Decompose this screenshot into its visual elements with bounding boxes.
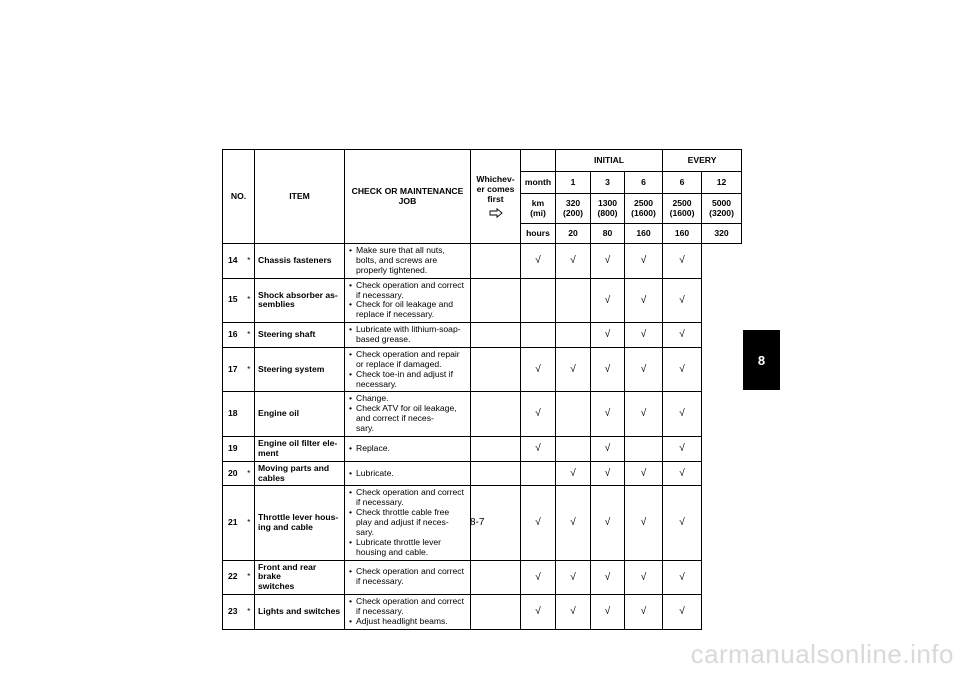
check-mark-icon: √ (663, 323, 702, 348)
row-number: 16 (223, 323, 244, 348)
job-line (349, 350, 467, 370)
bullet-icon: • (349, 403, 353, 414)
row-item: Steering system (255, 347, 345, 392)
check-mark-icon: √ (521, 244, 556, 279)
header-month-cell: 6 (625, 172, 663, 194)
maintenance-schedule-table (222, 149, 742, 630)
table-row (223, 560, 742, 595)
row-star-marker: * (244, 486, 255, 560)
job-text: Check throttle cable free play and adjust if neces- sary. (356, 507, 450, 537)
bullet-icon: • (349, 536, 353, 547)
bullet-icon: • (349, 348, 353, 359)
header-job-line1: CHECK OR MAINTENANCE (351, 185, 464, 196)
row-star-marker (244, 436, 255, 461)
row-number: 22 (223, 560, 244, 595)
row-item: Lights and switches (255, 595, 345, 630)
bullet-icon: • (349, 324, 353, 335)
empty-check-cell (556, 278, 591, 323)
bullet-icon: • (349, 507, 353, 518)
job-text: Check toe-in and adjust if necessary. (356, 368, 453, 389)
header-whichever-text: Whichev- er comes first (476, 174, 515, 204)
row-job (345, 347, 471, 392)
row-whichever-spacer (471, 392, 521, 437)
row-star-marker: * (244, 244, 255, 279)
row-job (345, 461, 471, 486)
period-label-spacer (521, 150, 556, 172)
empty-check-cell (521, 278, 556, 323)
job-line (349, 617, 467, 627)
empty-check-cell (556, 323, 591, 348)
check-mark-icon: √ (521, 436, 556, 461)
check-mark-icon: √ (625, 244, 663, 279)
job-text: Change. (356, 393, 389, 404)
row-whichever-spacer (471, 278, 521, 323)
row-item: Moving parts and cables (255, 461, 345, 486)
job-text: Check ATV for oil leakage, and correct if neces- sary. (356, 403, 457, 433)
row-whichever-spacer (471, 244, 521, 279)
header-every: EVERY (663, 150, 742, 172)
header-job (345, 150, 471, 244)
header-km-cell: 1300 (800) (591, 194, 625, 224)
header-month-cell: 12 (702, 172, 742, 194)
header-km-cell: 320 (200) (556, 194, 591, 224)
check-mark-icon: √ (625, 278, 663, 323)
bullet-icon: • (349, 442, 353, 453)
job-text: Check for oil leakage and replace if necessary. (356, 299, 453, 320)
table-row (223, 323, 742, 348)
row-item: Chassis fasteners (255, 244, 345, 279)
table-row (223, 392, 742, 437)
row-job (345, 560, 471, 595)
header-hours-cell: 160 (625, 224, 663, 244)
job-line (349, 281, 467, 301)
check-mark-icon: √ (591, 323, 625, 348)
row-star-marker: * (244, 278, 255, 323)
check-mark-icon: √ (591, 244, 625, 279)
empty-check-cell (521, 323, 556, 348)
row-number: 23 (223, 595, 244, 630)
bullet-icon: • (349, 566, 353, 577)
row-whichever-spacer (471, 436, 521, 461)
table-row (223, 436, 742, 461)
row-whichever-spacer (471, 461, 521, 486)
empty-check-cell (556, 436, 591, 461)
check-mark-icon: √ (625, 323, 663, 348)
header-hours-cell: 20 (556, 224, 591, 244)
check-mark-icon: √ (663, 486, 702, 560)
row-job (345, 278, 471, 323)
row-star-marker: * (244, 461, 255, 486)
header-month-cell: 3 (591, 172, 625, 194)
row-star-marker (244, 392, 255, 437)
row-whichever-spacer (471, 560, 521, 595)
row-number: 19 (223, 436, 244, 461)
check-mark-icon: √ (521, 560, 556, 595)
row-number: 20 (223, 461, 244, 486)
check-mark-icon: √ (663, 392, 702, 437)
watermark: carmanualsonline.info (690, 639, 954, 669)
table-row (223, 595, 742, 630)
empty-check-cell (556, 392, 591, 437)
check-mark-icon: √ (591, 486, 625, 560)
check-mark-icon: √ (663, 461, 702, 486)
job-text: Replace. (356, 442, 390, 453)
bullet-icon: • (349, 245, 353, 255)
table-row (223, 347, 742, 392)
header-km-cell: 2500 (1600) (663, 194, 702, 224)
header-month-cell: 1 (556, 172, 591, 194)
job-line (349, 246, 467, 276)
job-text: Check operation and repair or replace if damaged. (356, 348, 460, 369)
header-job-line2: JOB (398, 195, 417, 206)
job-text: Lubricate throttle lever housing and cable. (356, 536, 442, 557)
header-item: ITEM (255, 150, 345, 244)
row-star-marker: * (244, 560, 255, 595)
row-item: Front and rear brake switches (255, 560, 345, 595)
row-job (345, 323, 471, 348)
table-body (223, 244, 742, 630)
row-whichever-spacer (471, 595, 521, 630)
check-mark-icon: √ (556, 595, 591, 630)
bullet-icon: • (349, 279, 353, 290)
header-whichever (471, 150, 521, 244)
header-km-cell: 2500 (1600) (625, 194, 663, 224)
check-mark-icon: √ (591, 595, 625, 630)
table-row (223, 461, 742, 486)
check-mark-icon: √ (591, 347, 625, 392)
header-month-label: month (521, 172, 556, 194)
empty-check-cell (521, 461, 556, 486)
job-line (349, 444, 467, 454)
page-number: 8-7 (470, 517, 485, 528)
bullet-icon: • (349, 393, 353, 404)
check-mark-icon: √ (521, 486, 556, 560)
table-row (223, 244, 742, 279)
header-initial: INITIAL (556, 150, 663, 172)
row-item: Engine oil filter ele- ment (255, 436, 345, 461)
check-mark-icon: √ (625, 392, 663, 437)
check-mark-icon: √ (625, 347, 663, 392)
job-line (349, 370, 467, 390)
right-arrow-icon (489, 208, 503, 218)
job-line (349, 300, 467, 320)
row-job (345, 244, 471, 279)
row-whichever-spacer (471, 323, 521, 348)
header-hours-label: hours (521, 224, 556, 244)
row-number: 15 (223, 278, 244, 323)
bullet-icon: • (349, 615, 353, 626)
check-mark-icon: √ (556, 347, 591, 392)
check-mark-icon: √ (663, 347, 702, 392)
job-text: Lubricate. (356, 467, 394, 478)
job-text: Check operation and correct if necessary. (356, 596, 464, 616)
check-mark-icon: √ (591, 461, 625, 486)
check-mark-icon: √ (556, 461, 591, 486)
row-job (345, 436, 471, 461)
row-number: 14 (223, 244, 244, 279)
row-job (345, 392, 471, 437)
bullet-icon: • (349, 487, 353, 498)
job-line (349, 325, 467, 345)
table-row (223, 278, 742, 323)
empty-check-cell (625, 436, 663, 461)
job-text: Lubricate with lithium-soap-based grease. (356, 324, 461, 344)
job-line (349, 488, 467, 508)
check-mark-icon: √ (591, 436, 625, 461)
check-mark-icon: √ (591, 278, 625, 323)
bullet-icon: • (349, 596, 353, 607)
header-km-label: km (mi) (521, 194, 556, 224)
check-mark-icon: √ (625, 595, 663, 630)
job-line (349, 508, 467, 538)
row-whichever-spacer (471, 347, 521, 392)
header-km-cell: 5000 (3200) (702, 194, 742, 224)
row-number: 17 (223, 347, 244, 392)
check-mark-icon: √ (556, 560, 591, 595)
check-mark-icon: √ (625, 461, 663, 486)
row-job (345, 486, 471, 560)
check-mark-icon: √ (663, 560, 702, 595)
job-text: Adjust headlight beams. (356, 615, 448, 626)
check-mark-icon: √ (521, 347, 556, 392)
job-line (349, 404, 467, 434)
check-mark-icon: √ (663, 278, 702, 323)
row-number: 18 (223, 392, 244, 437)
header-hours-cell: 320 (702, 224, 742, 244)
check-mark-icon: √ (556, 244, 591, 279)
job-text: Check operation and correct if necessary. (356, 566, 464, 587)
check-mark-icon: √ (625, 560, 663, 595)
job-line (349, 469, 467, 479)
check-mark-icon: √ (663, 436, 702, 461)
check-mark-icon: √ (663, 595, 702, 630)
check-mark-icon: √ (521, 595, 556, 630)
header-hours-cell: 80 (591, 224, 625, 244)
job-line (349, 597, 467, 617)
header-no: NO. (223, 150, 255, 244)
row-star-marker: * (244, 595, 255, 630)
section-tab: 8 (743, 330, 780, 390)
job-line (349, 538, 467, 558)
check-mark-icon: √ (625, 486, 663, 560)
row-item: Engine oil (255, 392, 345, 437)
check-mark-icon: √ (556, 486, 591, 560)
row-item: Steering shaft (255, 323, 345, 348)
row-item: Throttle lever hous- ing and cable (255, 486, 345, 560)
bullet-icon: • (349, 368, 353, 379)
bullet-icon: • (349, 299, 353, 310)
job-text: Check operation and correct if necessary. (356, 279, 464, 300)
row-number: 21 (223, 486, 244, 560)
row-job (345, 595, 471, 630)
row-star-marker: * (244, 347, 255, 392)
row-star-marker: * (244, 323, 255, 348)
job-line (349, 567, 467, 587)
check-mark-icon: √ (521, 392, 556, 437)
check-mark-icon: √ (591, 392, 625, 437)
check-mark-icon: √ (591, 560, 625, 595)
check-mark-icon: √ (663, 244, 702, 279)
bullet-icon: • (349, 467, 353, 478)
job-text: Make sure that all nuts, bolts, and screws are properly tightened. (356, 245, 445, 275)
header-month-cell: 6 (663, 172, 702, 194)
job-text: Check operation and correct if necessary. (356, 487, 464, 508)
row-item: Shock absorber as- semblies (255, 278, 345, 323)
header-hours-cell: 160 (663, 224, 702, 244)
